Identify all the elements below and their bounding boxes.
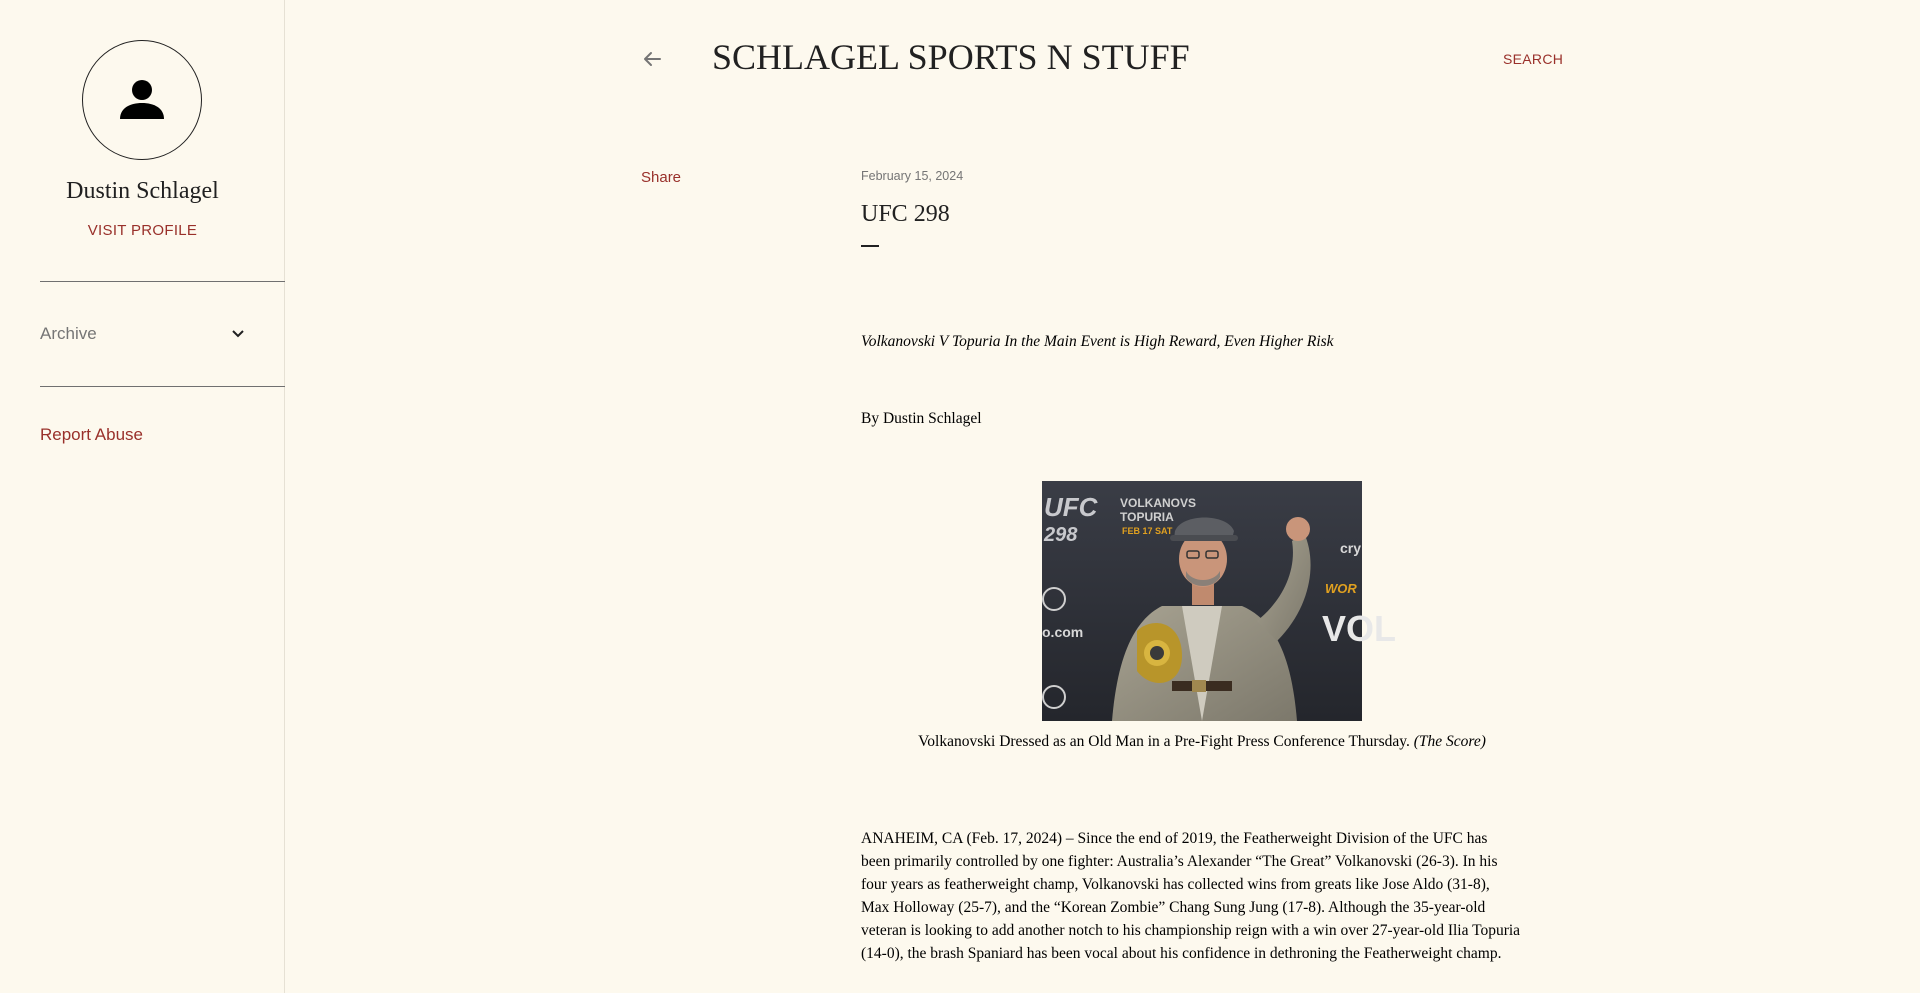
- arrow-left-icon: [640, 48, 666, 70]
- backdrop-right-text: cry: [1340, 540, 1362, 556]
- backdrop-right-mid: WOR: [1325, 581, 1357, 596]
- backdrop-right-big: VOL: [1322, 608, 1397, 649]
- visit-profile-link[interactable]: VISIT PROFILE: [87, 222, 198, 239]
- body-line: (14-0), the brash Spaniard has been vocal about his confidence in dethroning the Featherweight champ.: [861, 945, 1502, 962]
- avatar[interactable]: [82, 40, 202, 160]
- caption-source: (The Score): [1413, 733, 1486, 750]
- post-body: [861, 827, 1561, 965]
- caption-text: Volkanovski Dressed as an Old Man in a Pre-Fight Press Conference Thursday.: [918, 733, 1414, 750]
- share-button[interactable]: Share: [641, 169, 682, 186]
- backdrop-line-1: VOLKANOVS: [1120, 496, 1197, 510]
- archive-label: Archive: [40, 324, 97, 343]
- blog-title[interactable]: SCHLAGEL SPORTS N STUFF: [712, 37, 1190, 77]
- sidebar-divider: [40, 386, 285, 387]
- report-abuse-link[interactable]: Report Abuse: [40, 425, 144, 444]
- post-byline: By Dustin Schlagel: [861, 410, 982, 427]
- backdrop-line-2: TOPURIA: [1120, 510, 1174, 524]
- post-title: UFC 298: [861, 201, 950, 227]
- backdrop-left-text: o.com: [1042, 624, 1084, 640]
- body-line: ANAHEIM, CA (Feb. 17, 2024) – Since the end of 2019, the Featherweight Division of the UFC has: [861, 830, 1488, 847]
- title-underline: [861, 245, 879, 247]
- profile-name: Dustin Schlagel: [66, 178, 219, 204]
- archive-toggle[interactable]: [40, 322, 245, 346]
- post-image[interactable]: [1042, 481, 1397, 721]
- body-line: been primarily controlled by one fighter: Australia’s Alexander “The Great” Volkanovski (26-3). In his: [861, 853, 1498, 870]
- image-caption: [861, 733, 1543, 751]
- backdrop-ufc-logo: UFC: [1044, 492, 1098, 522]
- back-button[interactable]: [640, 48, 666, 70]
- person-icon: [117, 75, 167, 125]
- body-line: four years as featherweight champ, Volkanovski has collected wins from greats like Jose Aldo (31-8),: [861, 876, 1490, 893]
- body-line: Max Holloway (25-7), and the “Korean Zombie” Chang Sung Jung (17-8). Although the 35-year-old: [861, 899, 1486, 916]
- chevron-down-icon: [231, 329, 245, 339]
- backdrop-number: 298: [1044, 524, 1078, 546]
- sidebar-divider: [40, 281, 285, 282]
- search-button[interactable]: SEARCH: [1503, 51, 1564, 67]
- backdrop-line-3: FEB 17 SAT: [1122, 526, 1173, 536]
- sidebar: [0, 0, 285, 993]
- post-subtitle: Volkanovski V Topuria In the Main Event is High Reward, Even Higher Risk: [861, 333, 1334, 350]
- body-line: veteran is looking to add another notch to his championship reign with a win over 27-year-old Ilia Topuria: [861, 922, 1521, 939]
- post-date: February 15, 2024: [861, 169, 964, 183]
- fighter-photo: [1042, 481, 1397, 721]
